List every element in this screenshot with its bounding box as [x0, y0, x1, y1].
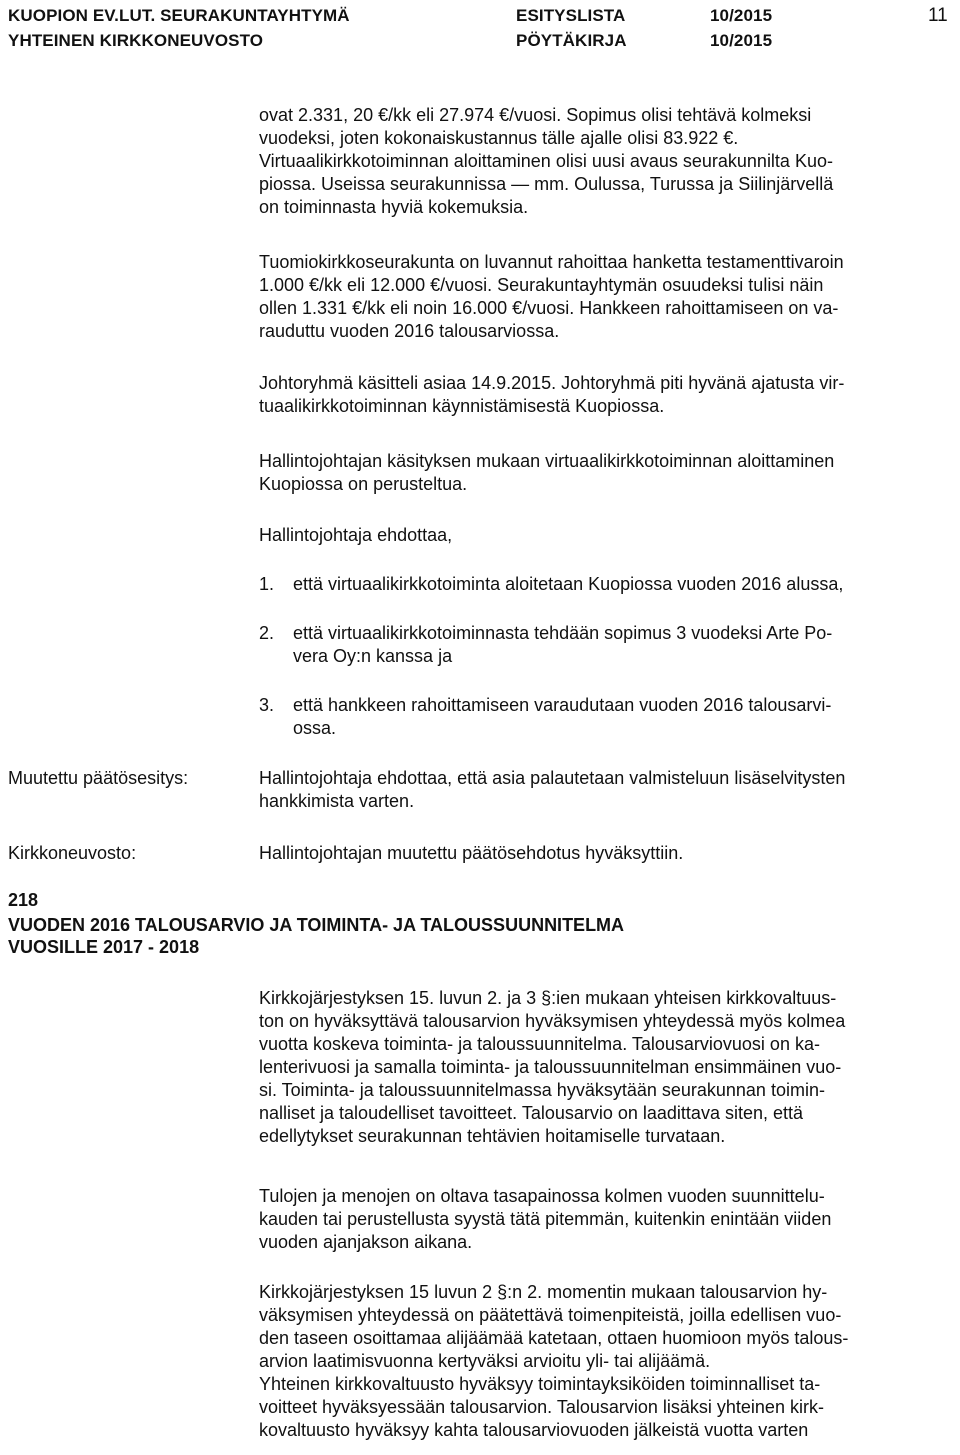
paragraph-text: Kirkkojärjestyksen 15. luvun 2. ja 3 §:ien mukaan yhteisen kirkkovaltuus- ton on hyväksyttävä talousarvion hyväksymisen yhteydessä myös kolmea vuotta koskeva toiminta- ja taloussuunnitelma. Talousarviovuosi on ka- lenterivuosi ja samalla toiminta- ja taloussuunnitelman ensimmäinen vuo- si. Toiminta- ja taloussuunnitelmassa hyväksytään seurakunnan toimin- nalliset ja taloudelliset tavoitteet. Talousarvio on laadittava siten, että edellytykset seurakunnan tehtävien hoitamiselle turvataan. [259, 988, 846, 1146]
document-header [0, 0, 960, 56]
council-decision-text: Hallintojohtajan muutettu päätösehdotus hyväksyttiin. [259, 843, 684, 863]
paragraph-text: ovat 2.331, 20 €/kk eli 27.974 €/vuosi. Sopimus olisi tehtävä kolmeksi vuodeksi, joten kokonaiskustannus tälle ajalle olisi 83.922 €. Virtuaalikirkkotoiminnan aloittaminen olisi uusi avaus seurakunnilta Kuo- piossa. Useissa seurakunnissa — mm. Oulussa, Turussa ja Siilinjärvellä on toiminnasta hyviä kokemuksia. [259, 105, 834, 217]
paragraph [259, 450, 959, 496]
paragraph-text: Tuomiokirkkoseurakunta on luvannut rahoittaa hanketta testamenttivaroin 1.000 €/kk eli 12.000 €/vuosi. Seurakuntayhtymän osuudeksi tulisi näin ollen 1.331 €/kk eli noin 16.000 €/vuosi. Hankkeen rahoittamiseen on va- rauduttu vuoden 2016 talousarviossa. [259, 252, 844, 341]
council-label: Kirkkoneuvosto: [8, 843, 137, 863]
paragraph [259, 104, 959, 219]
paragraph-text: Hallintojohtajan käsityksen mukaan virtuaalikirkkotoiminnan aloittaminen Kuopiossa on perusteltua. [259, 451, 835, 494]
doc-number-minutes: 10/2015 [710, 31, 773, 50]
amended-proposal [259, 767, 959, 813]
paragraph-text: Hallintojohtaja ehdottaa, [259, 525, 453, 545]
paragraph-text: Kirkkojärjestyksen 15 luvun 2 §:n 2. momentin mukaan talousarvion hy- väksymisen yhteydessä on päätettävä toimenpiteistä, joilla edellisen vuo- den taseen osoittamaa alijäämää katetaan, ottaen huomioon myös talous- arvion laatimisvuonna kertyväksi arvioitu yli- tai alijäämä. Yhteinen kirkkovaltuusto hyväksyy toimintayksiköiden toiminnalliset ta- voitteet hyväksyessään talousarvion. Talousarvion lisäksi yhteinen kirk- kovaltuusto hyväksyy kahta talousarviovuoden jälkeistä vuotta varten [259, 1282, 849, 1440]
body-name: YHTEINEN KIRKKONEUVOSTO [8, 31, 264, 50]
paragraph [259, 1185, 959, 1254]
paragraph [259, 1281, 959, 1442]
proposal-item-text: että hankkeen rahoittamiseen varaudutaan vuoden 2016 talousarvi- ossa. [293, 695, 832, 738]
page-number: 11 [928, 5, 948, 26]
paragraph [259, 987, 959, 1148]
proposal-item-number: 2. [259, 623, 275, 643]
council-decision [259, 842, 959, 865]
doc-type-minutes: PÖYTÄKIRJA [516, 31, 627, 50]
section-title: VUODEN 2016 TALOUSARVIO JA TOIMINTA- JA TALOUSSUUNNITELMA VUOSILLE 2017 - 2018 [8, 915, 625, 957]
paragraph-text: Johtoryhmä käsitteli asiaa 14.9.2015. Johtoryhmä piti hyvänä ajatusta vir- tuaalikirkkotoiminnan käynnistämisestä Kuopiossa. [259, 373, 845, 416]
proposal-item-number: 3. [259, 695, 275, 715]
paragraph [259, 524, 959, 547]
paragraph-text: Tulojen ja menojen on oltava tasapainossa kolmen vuoden suunnittelu- kauden tai perustellusta syystä tätä pitemmän, kuitenkin enintään viiden vuoden ajanjakson aikana. [259, 1186, 832, 1252]
paragraph [259, 251, 959, 343]
amended-proposal-text: Hallintojohtaja ehdottaa, että asia palautetaan valmisteluun lisäselvitysten hankkimista varten. [259, 768, 846, 811]
amended-proposal-label: Muutettu päätösesitys: [8, 768, 189, 788]
proposal-item-text: että virtuaalikirkkotoiminnasta tehdään sopimus 3 vuodeksi Arte Po- vera Oy:n kanssa ja [293, 623, 833, 666]
paragraph [259, 372, 959, 418]
proposal-item-text: että virtuaalikirkkotoiminta aloitetaan Kuopiossa vuoden 2016 alussa, [293, 574, 844, 594]
organization-name: KUOPION EV.LUT. SEURAKUNTAYHTYMÄ [8, 6, 350, 25]
section-number: 218 [8, 890, 39, 910]
doc-number-agenda: 10/2015 [710, 6, 773, 25]
proposal-item-number: 1. [259, 574, 275, 594]
doc-type-agenda: ESITYSLISTA [516, 6, 626, 25]
